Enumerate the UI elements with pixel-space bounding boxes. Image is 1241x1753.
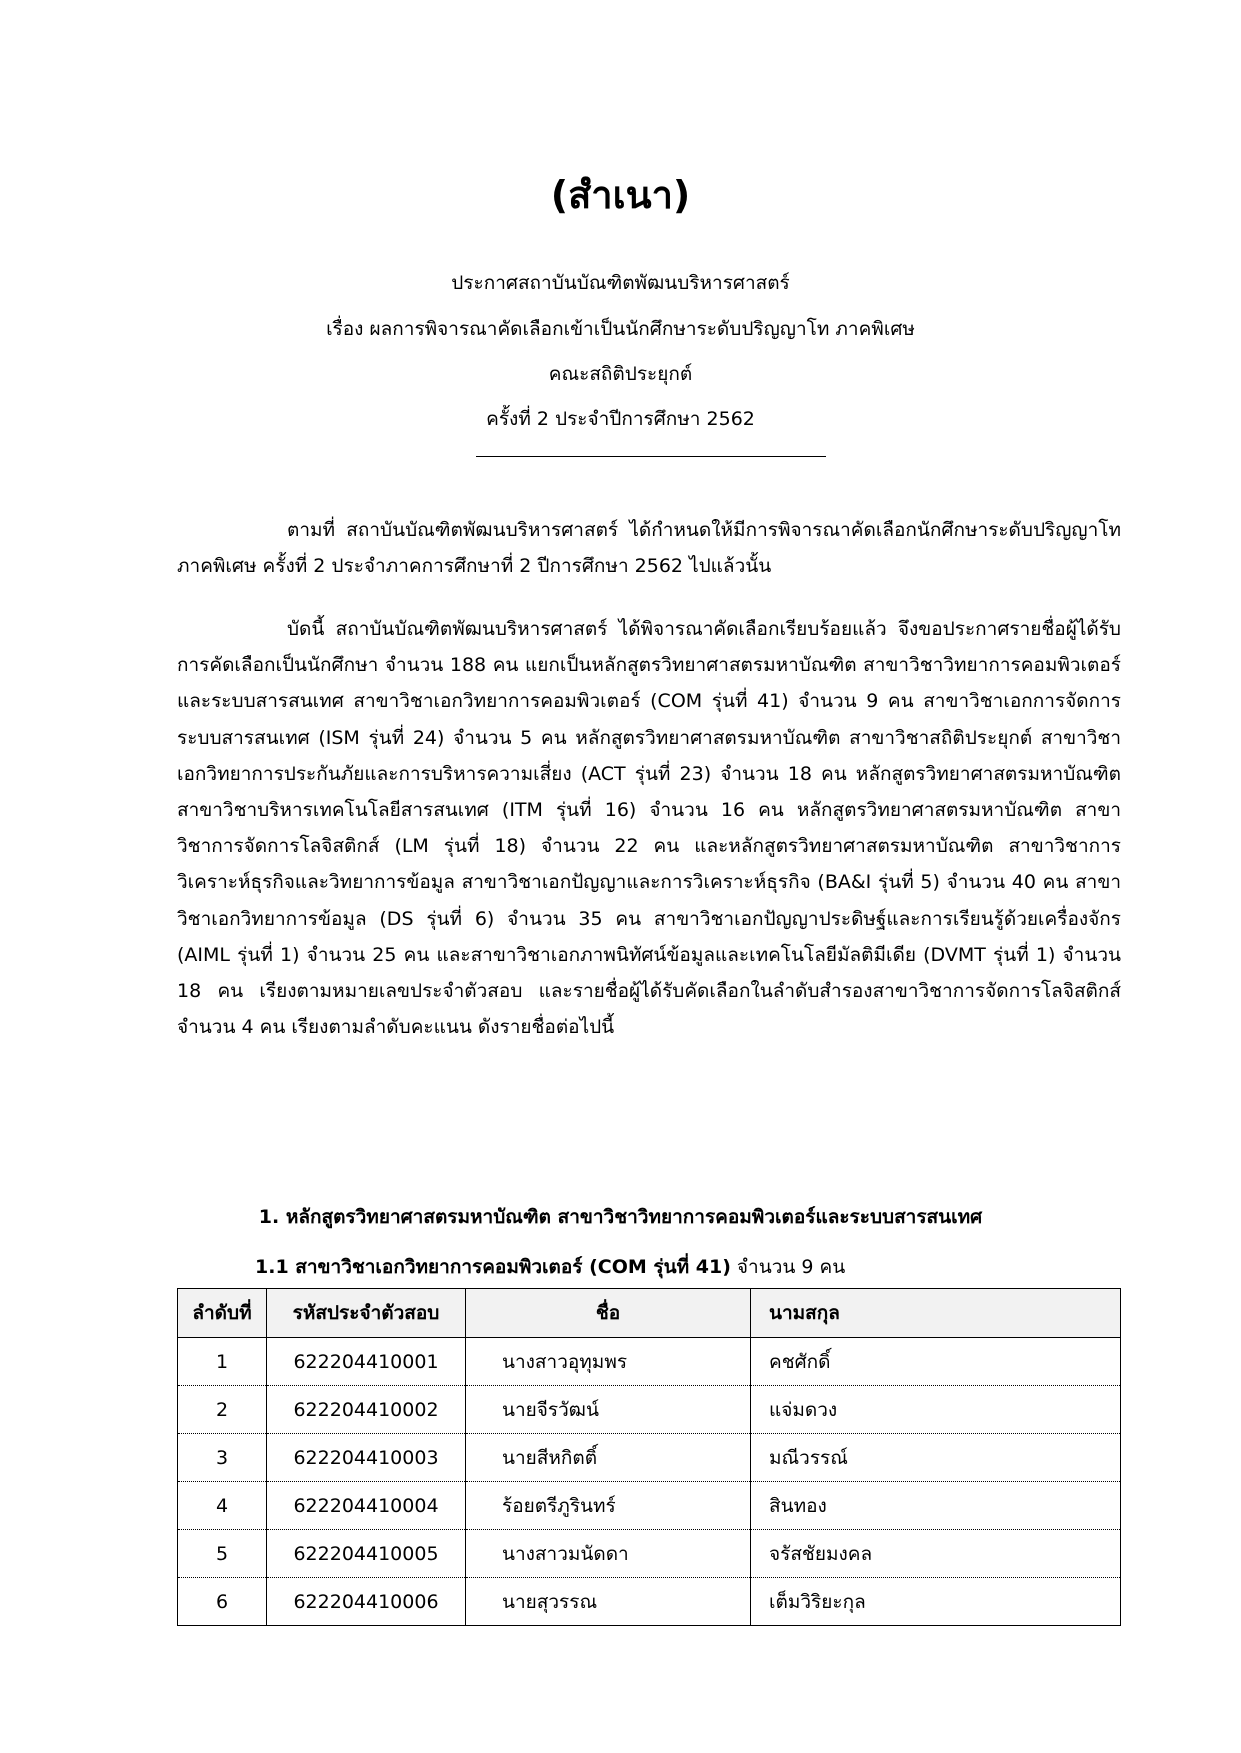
copy-label: (สำเนา) <box>550 173 691 217</box>
subsection-title: 1.1 สาขาวิชาเอกวิทยาการคอมพิวเตอร์ (COM รุ่นที่ 41) <box>255 1256 731 1278</box>
selected-students-table <box>177 1288 1121 1626</box>
subsection-count: จำนวน 9 คน <box>736 1256 846 1278</box>
cell-last-name: คชศักดิ์ <box>751 1338 1121 1386</box>
announcement-paragraph: บัดนี้ สถาบันบัณฑิตพัฒนบริหารศาสตร์ ได้พิจารณาคัดเลือกเรียบร้อยแล้ว จึงขอประกาศรายชื่อผู้ได้รับการคัดเลือกเป็นนักศึกษา จำนวน 188 คน แยกเป็นหลักสูตรวิทยาศาสตรมหาบัณฑิต สาขาวิชาวิทยาการคอมพิวเตอร์และระบบสารสนเทศ สาขาวิชาเอกวิทยาการคอมพิวเตอร์ (COM รุ่นที่ 41) จำนวน 9 คน สาขาวิชาเอกการจัดการระบบสารสนเทศ (ISM รุ่นที่ 24) จำนวน 5 คน หลักสูตรวิทยาศาสตรมหาบัณฑิต สาขาวิชาสถิติประยุกต์ สาขาวิชาเอกวิทยาการประกันภัยและการบริหารความเสี่ยง (ACT รุ่นที่ 23) จำนวน 18 คน หลักสูตรวิทยาศาสตรมหาบัณฑิต สาขาวิชาบริหารเทคโนโลยีสารสนเทศ (ITM รุ่นที่ 16) จำนวน 16 คน หลักสูตรวิทยาศาสตรมหาบัณฑิต สาขาวิชาการจัดการโลจิสติกส์ (LM รุ่นที่ 18) จำนวน 22 คน และหลักสูตรวิทยาศาสตรมหาบัณฑิต สาขาวิชาการวิเคราะห์ธุรกิจและวิทยาการข้อมูล สาขาวิชาเอกปัญญาและการวิเคราะห์ธุรกิจ (BA&I รุ่นที่ 5) จำนวน 40 คน สาขาวิชาเอกวิทยาการข้อมูล (DS รุ่นที่ 6) จำนวน 35 คน สาขาวิชาเอกปัญญาประดิษฐ์และการเรียนรู้ด้วยเครื่องจักร (AIML รุ่นที่ 1) จำนวน 25 คน และสาขาวิชาเอกภาพนิทัศน์ข้อมูลและเทคโนโลยีมัลติมีเดีย (DVMT รุ่นที่ 1) จำนวน 18 คน เรียงตามหมายเลขประจำตัวสอบ และรายชื่อผู้ได้รับคัดเลือกในลำดับสำรองสาขาวิชาการจัดการโลจิสติกส์ จำนวน 4 คน เรียงตามลำดับคะแนน ดังรายชื่อต่อไปนี้ <box>177 618 1121 1039</box>
cell-last-name: มณีวรรณ์ <box>751 1434 1121 1482</box>
cell-first-name: นางสาวอุทุมพร <box>466 1338 751 1386</box>
table-header-row <box>178 1289 1121 1338</box>
cell-exam-id: 622204410002 <box>267 1386 466 1434</box>
cell-order: 4 <box>178 1482 267 1530</box>
section-heading: 1. หลักสูตรวิทยาศาสตรมหาบัณฑิต สาขาวิชาวิทยาการคอมพิวเตอร์และระบบสารสนเทศ <box>258 1206 983 1228</box>
table-row <box>178 1482 1121 1530</box>
cell-exam-id: 622204410004 <box>267 1482 466 1530</box>
header-divider <box>476 456 826 457</box>
cell-first-name: นายสีหกิตติ์ <box>466 1434 751 1482</box>
cell-last-name: สินทอง <box>751 1482 1121 1530</box>
cell-last-name: แจ่มดวง <box>751 1386 1121 1434</box>
column-header-exam-id: รหัสประจำตัวสอบ <box>267 1289 466 1338</box>
cell-exam-id: 622204410005 <box>267 1530 466 1578</box>
faculty-name: คณะสถิติประยุกต์ <box>548 363 693 385</box>
cell-first-name: ร้อยตรีภูรินทร์ <box>466 1482 751 1530</box>
cell-first-name: นายจีรวัฒน์ <box>466 1386 751 1434</box>
cell-exam-id: 622204410001 <box>267 1338 466 1386</box>
cell-order: 1 <box>178 1338 267 1386</box>
cell-order: 2 <box>178 1386 267 1434</box>
announcement-title: ประกาศสถาบันบัณฑิตพัฒนบริหารศาสตร์ <box>451 272 790 294</box>
intro-paragraph: ตามที่ สถาบันบัณฑิตพัฒนบริหารศาสตร์ ได้กำหนดให้มีการพิจารณาคัดเลือกนักศึกษาระดับปริญญาโท ภาคพิเศษ ครั้งที่ 2 ประจำภาคการศึกษาที่ 2 ปีการศึกษา 2562 ไปแล้วนั้น <box>177 519 1121 578</box>
announcement-round: ครั้งที่ 2 ประจำปีการศึกษา 2562 <box>486 408 755 430</box>
cell-exam-id: 622204410003 <box>267 1434 466 1482</box>
cell-last-name: เต็มวิริยะกุล <box>751 1578 1121 1626</box>
table-row <box>178 1338 1121 1386</box>
column-header-first-name: ชื่อ <box>466 1289 751 1338</box>
cell-order: 5 <box>178 1530 267 1578</box>
cell-first-name: นางสาวมนัดดา <box>466 1530 751 1578</box>
cell-exam-id: 622204410006 <box>267 1578 466 1626</box>
table-row <box>178 1530 1121 1578</box>
table-row <box>178 1386 1121 1434</box>
cell-order: 3 <box>178 1434 267 1482</box>
subsection-heading <box>255 1253 845 1281</box>
column-header-order: ลำดับที่ <box>178 1289 267 1338</box>
column-header-last-name: นามสกุล <box>751 1289 1121 1338</box>
table-row <box>178 1578 1121 1626</box>
cell-first-name: นายสุวรรณ <box>466 1578 751 1626</box>
cell-order: 6 <box>178 1578 267 1626</box>
cell-last-name: จรัสชัยมงคล <box>751 1530 1121 1578</box>
announcement-subject: เรื่อง ผลการพิจารณาคัดเลือกเข้าเป็นนักศึกษาระดับปริญญาโท ภาคพิเศษ <box>326 318 915 340</box>
table-row <box>178 1434 1121 1482</box>
